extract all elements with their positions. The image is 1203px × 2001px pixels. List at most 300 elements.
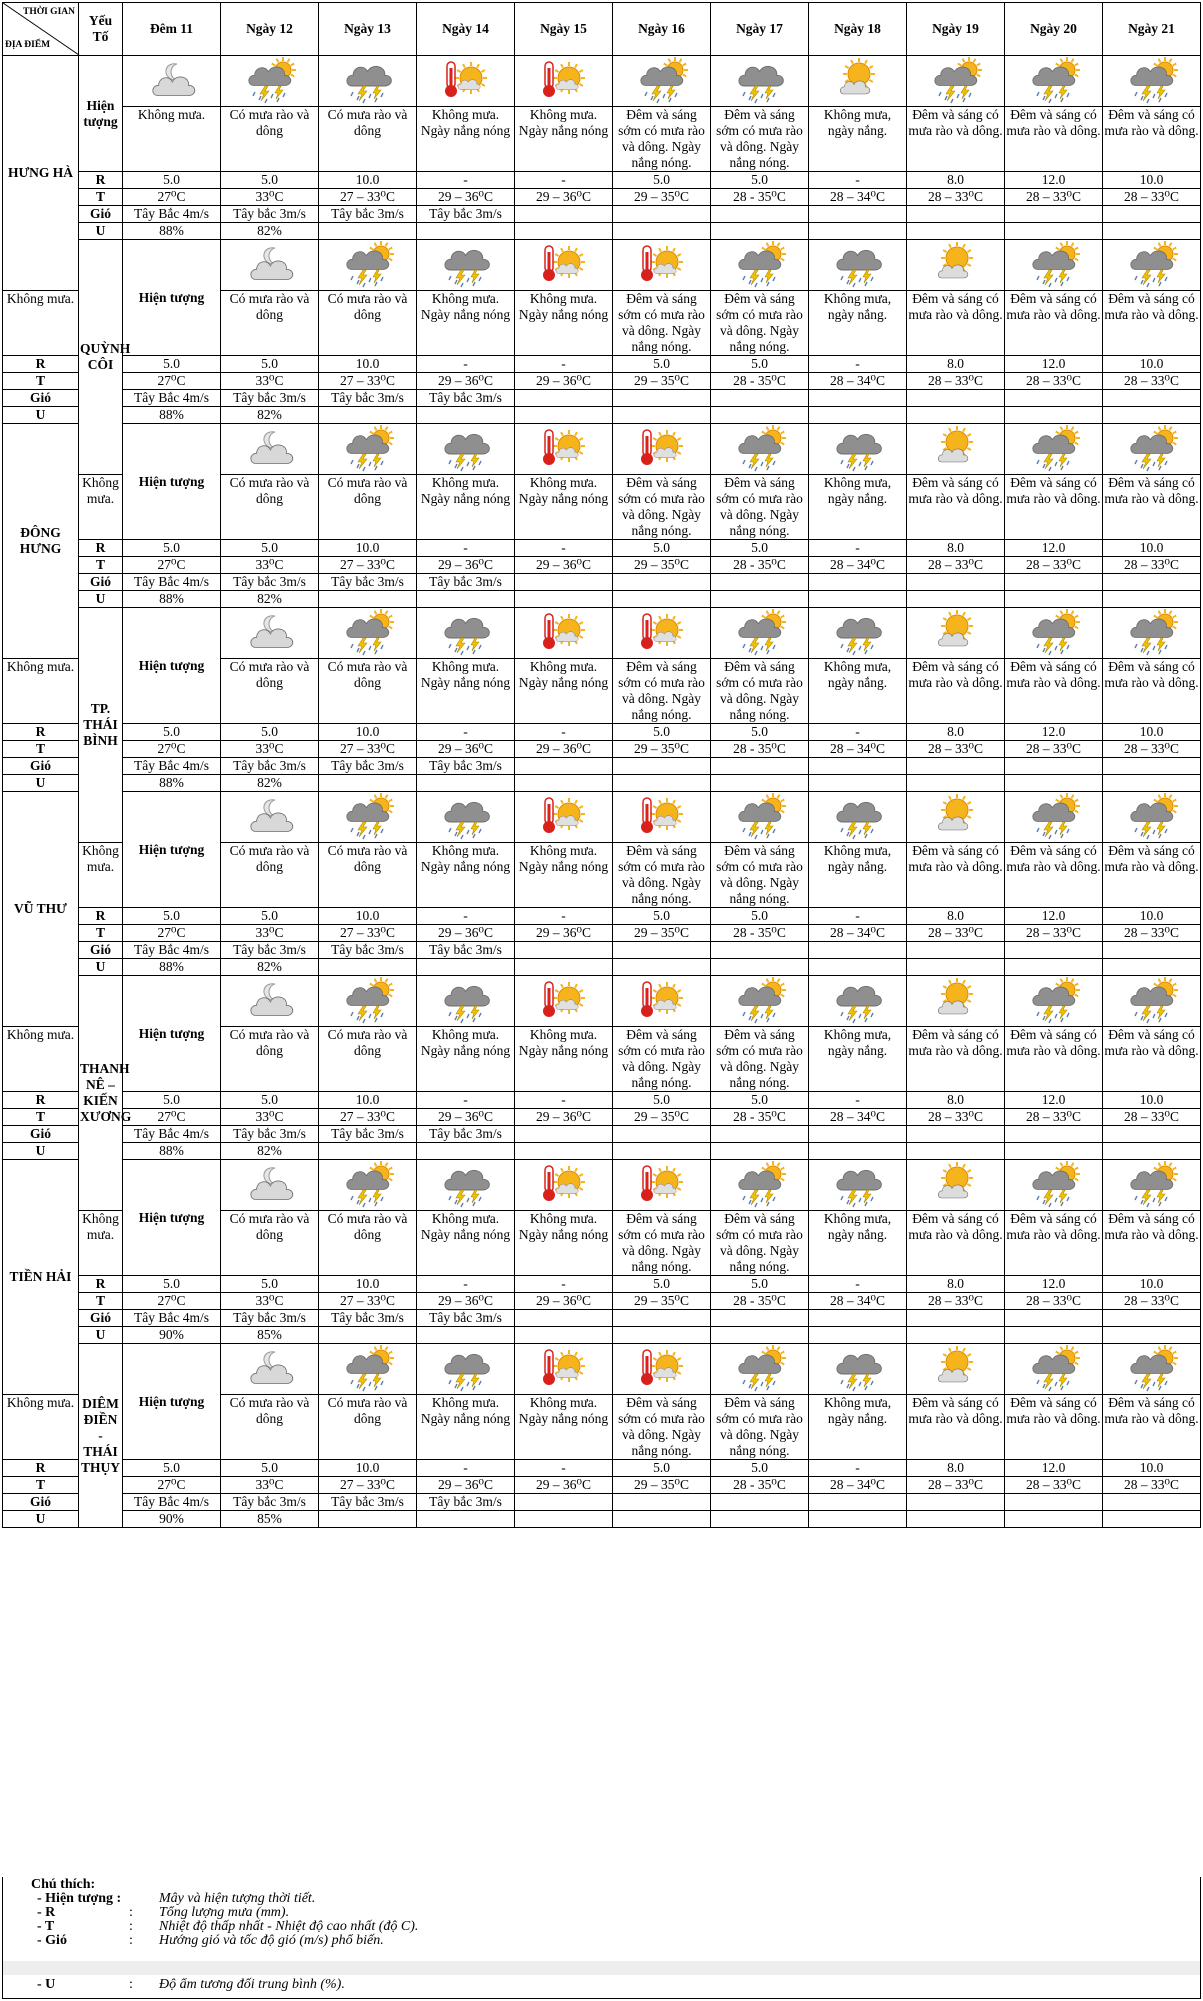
rain-value: 10.0 [319, 1276, 417, 1293]
weather-icon-cell [907, 976, 1005, 1027]
phenomenon-text: Đêm và sáng có mưa rào và dông. [907, 107, 1005, 172]
temp-value: 29 – 35⁰C [613, 373, 711, 390]
rain-row [3, 172, 1201, 189]
rain-thunder-sun-icon [735, 1344, 785, 1390]
icon-row [3, 976, 1201, 1027]
weather-icon-cell [221, 608, 319, 659]
temp-value: 27⁰C [123, 1477, 221, 1494]
humidity-value [417, 1511, 515, 1528]
rain-value: 10.0 [1103, 908, 1201, 925]
hot-sun-icon [539, 976, 589, 1022]
phenomenon-text: Đêm và sáng sớm có mưa rào và dông. Ngày nắng nóng. [613, 475, 711, 540]
element-label-rain: R [79, 540, 123, 557]
rain-thunder-icon [833, 792, 883, 838]
weather-icon-cell [1103, 1160, 1201, 1211]
humidity-value [809, 223, 907, 240]
phenomenon-text: Không mưa. [79, 843, 123, 908]
humidity-value [1005, 1143, 1103, 1160]
rain-value: - [809, 724, 907, 741]
humidity-value [907, 1143, 1005, 1160]
day-header: Ngày 12 [221, 3, 319, 56]
temp-value: 33⁰C [221, 189, 319, 206]
night-cloud-icon [245, 792, 295, 838]
temp-value: 27⁰C [123, 1109, 221, 1126]
phenomenon-text: Có mưa rào và dông [221, 659, 319, 724]
temp-value: 28 – 33⁰C [1005, 373, 1103, 390]
weather-icon-cell [417, 792, 515, 843]
rain-value: 5.0 [711, 1092, 809, 1109]
humidity-value [613, 407, 711, 424]
weather-icon-cell [809, 1160, 907, 1211]
rain-thunder-sun-icon [1029, 424, 1079, 470]
day-header: Ngày 16 [613, 3, 711, 56]
wind-value [907, 1126, 1005, 1143]
temp-value: 29 – 36⁰C [417, 1109, 515, 1126]
element-label-humidity: U [79, 959, 123, 976]
humidity-value [907, 407, 1005, 424]
humidity-value [613, 1511, 711, 1528]
phenomenon-text: Đêm và sáng có mưa rào và dông. [1005, 843, 1103, 908]
humidity-value [1005, 1511, 1103, 1528]
wind-value [515, 390, 613, 407]
humidity-value [319, 1327, 417, 1344]
element-label-temp: T [79, 925, 123, 942]
humidity-value [711, 1327, 809, 1344]
rain-value: - [417, 540, 515, 557]
wind-value: Tây Bắc 4m/s [123, 1126, 221, 1143]
humidity-value [711, 775, 809, 792]
humidity-value: 82% [221, 775, 319, 792]
wind-value [711, 1126, 809, 1143]
weather-icon-cell [907, 240, 1005, 291]
phenomenon-text: Đêm và sáng sớm có mưa rào và dông. Ngày nắng nóng. [613, 291, 711, 356]
weather-icon-cell [809, 976, 907, 1027]
phenomenon-text: Có mưa rào và dông [221, 1211, 319, 1276]
temp-value: 28 – 33⁰C [1103, 1293, 1201, 1310]
wind-value [515, 1494, 613, 1511]
temp-value: 28 – 34⁰C [809, 741, 907, 758]
hot-sun-icon [637, 240, 687, 286]
phenomenon-text: Không mưa. [79, 475, 123, 540]
weather-icon-cell [1005, 56, 1103, 107]
phenomenon-row [3, 107, 1201, 172]
wind-value [907, 574, 1005, 591]
sun-cloud-icon [931, 1160, 981, 1206]
weather-icon-cell [319, 424, 417, 475]
rain-thunder-icon [441, 1344, 491, 1390]
day-header: Ngày 13 [319, 3, 417, 56]
humidity-value [417, 959, 515, 976]
temp-value: 28 – 33⁰C [1103, 189, 1201, 206]
weather-icon-cell [1005, 240, 1103, 291]
wind-value [711, 1310, 809, 1327]
rain-value: - [809, 540, 907, 557]
wind-row [3, 206, 1201, 223]
rain-thunder-sun-icon [1127, 1344, 1177, 1390]
location-name: VŨ THƯ [3, 792, 79, 1027]
temp-value: 27 – 33⁰C [319, 925, 417, 942]
element-label-humidity: U [79, 591, 123, 608]
wind-value: Tây Bắc 4m/s [123, 1494, 221, 1511]
rain-thunder-sun-icon [1029, 792, 1079, 838]
humidity-value: 88% [123, 1143, 221, 1160]
humidity-value [613, 959, 711, 976]
rain-thunder-sun-icon [343, 1344, 393, 1390]
element-label-rain: R [79, 172, 123, 189]
wind-value: Tây bắc 3m/s [221, 1494, 319, 1511]
temp-value: 28 – 33⁰C [907, 1477, 1005, 1494]
wind-value [515, 574, 613, 591]
temp-value: 28 – 33⁰C [1005, 557, 1103, 574]
rain-value: 5.0 [123, 1460, 221, 1477]
humidity-value [1103, 775, 1201, 792]
rain-value: 5.0 [221, 1276, 319, 1293]
day-header: Ngày 15 [515, 3, 613, 56]
weather-icon-cell [711, 1344, 809, 1395]
temp-row [3, 189, 1201, 206]
rain-thunder-sun-icon [1029, 976, 1079, 1022]
phenomenon-text: Đêm và sáng có mưa rào và dông. [1005, 1027, 1103, 1092]
element-label-phen: Hiện tượng [123, 792, 221, 908]
wind-value: Tây bắc 3m/s [221, 1126, 319, 1143]
temp-value: 28 – 33⁰C [907, 1109, 1005, 1126]
wind-value: Tây bắc 3m/s [221, 390, 319, 407]
night-cloud-icon [245, 976, 295, 1022]
location-name: TP. THÁI BÌNH [79, 608, 123, 843]
sun-cloud-icon [931, 424, 981, 470]
rain-value: 5.0 [613, 540, 711, 557]
wind-value [1103, 1310, 1201, 1327]
wind-value: Tây bắc 3m/s [417, 1310, 515, 1327]
temp-value: 33⁰C [221, 741, 319, 758]
hot-sun-icon [539, 56, 589, 102]
wind-value [711, 942, 809, 959]
rain-value: 5.0 [123, 1092, 221, 1109]
rain-value: 5.0 [613, 1092, 711, 1109]
humidity-row [3, 407, 1201, 424]
humidity-value [1005, 1327, 1103, 1344]
temp-value: 28 - 35⁰C [711, 189, 809, 206]
rain-value: 10.0 [319, 1092, 417, 1109]
legend-sep: : [129, 1933, 133, 1948]
temp-row [3, 741, 1201, 758]
hot-sun-icon [539, 1344, 589, 1390]
phenomenon-text: Đêm và sáng có mưa rào và dông. [907, 291, 1005, 356]
rain-thunder-sun-icon [343, 424, 393, 470]
weather-icon-cell [809, 56, 907, 107]
element-label-temp: T [79, 189, 123, 206]
weather-icon-cell [613, 976, 711, 1027]
weather-icon-cell [711, 424, 809, 475]
element-label-wind: Gió [79, 206, 123, 223]
temp-value: 28 - 35⁰C [711, 1293, 809, 1310]
temp-value: 28 – 33⁰C [1005, 1477, 1103, 1494]
temp-value: 28 – 33⁰C [907, 1293, 1005, 1310]
temp-value: 29 – 36⁰C [417, 741, 515, 758]
element-label-phen: Hiện tượng [123, 976, 221, 1092]
rain-thunder-sun-icon [343, 792, 393, 838]
rain-value: 5.0 [613, 724, 711, 741]
element-label-humidity: U [3, 1143, 79, 1160]
rain-value: 5.0 [613, 1276, 711, 1293]
weather-icon-cell [221, 1160, 319, 1211]
element-col-header: Yếu Tố [79, 3, 123, 56]
element-label-wind: Gió [3, 390, 79, 407]
humidity-value [417, 775, 515, 792]
rain-value: - [809, 1276, 907, 1293]
rain-value: 5.0 [221, 356, 319, 373]
temp-value: 29 – 35⁰C [613, 189, 711, 206]
rain-value: 8.0 [907, 172, 1005, 189]
humidity-row [3, 591, 1201, 608]
legend-band [3, 1961, 1200, 1975]
humidity-value [613, 775, 711, 792]
sun-cloud-icon [931, 976, 981, 1022]
wind-value [1103, 574, 1201, 591]
phenomenon-text: Đêm và sáng sớm có mưa rào và dông. Ngày nắng nóng. [613, 1027, 711, 1092]
humidity-value [319, 1511, 417, 1528]
rain-value: 10.0 [319, 356, 417, 373]
phenomenon-text: Không mưa. [3, 1027, 79, 1092]
day-header: Ngày 17 [711, 3, 809, 56]
phenomenon-text: Đêm và sáng có mưa rào và dông. [1005, 291, 1103, 356]
temp-value: 29 – 35⁰C [613, 1293, 711, 1310]
temp-value: 29 – 36⁰C [417, 557, 515, 574]
element-label-temp: T [3, 373, 79, 390]
temp-value: 28 – 33⁰C [1103, 925, 1201, 942]
phenomenon-text: Không mưa. Ngày nắng nóng [515, 843, 613, 908]
wind-value [515, 1126, 613, 1143]
rain-thunder-sun-icon [735, 608, 785, 654]
temp-value: 29 – 36⁰C [515, 1109, 613, 1126]
humidity-value [907, 1327, 1005, 1344]
wind-value [809, 574, 907, 591]
icon-row [3, 424, 1201, 475]
wind-value [515, 206, 613, 223]
rain-value: - [417, 724, 515, 741]
icon-row [3, 1160, 1201, 1211]
weather-icon-cell [417, 608, 515, 659]
wind-value [1005, 206, 1103, 223]
weather-icon-cell [809, 608, 907, 659]
hot-sun-icon [637, 976, 687, 1022]
rain-value: 5.0 [123, 724, 221, 741]
humidity-value [711, 1143, 809, 1160]
temp-value: 27 – 33⁰C [319, 741, 417, 758]
element-label-phen: Hiện tượng [123, 1160, 221, 1276]
wind-value [515, 942, 613, 959]
temp-value: 33⁰C [221, 1293, 319, 1310]
temp-value: 33⁰C [221, 1477, 319, 1494]
phenomenon-text: Đêm và sáng có mưa rào và dông. [1005, 1211, 1103, 1276]
rain-thunder-icon [833, 1344, 883, 1390]
phenomenon-text: Có mưa rào và dông [319, 1211, 417, 1276]
humidity-value [515, 775, 613, 792]
weather-icon-cell [1103, 56, 1201, 107]
weather-icon-cell [613, 792, 711, 843]
phenomenon-text: Không mưa. Ngày nắng nóng [515, 107, 613, 172]
wind-value: Tây bắc 3m/s [221, 942, 319, 959]
element-label-wind: Gió [79, 1310, 123, 1327]
phenomenon-text: Đêm và sáng sớm có mưa rào và dông. Ngày nắng nóng. [711, 1027, 809, 1092]
humidity-value [711, 407, 809, 424]
weather-icon-cell [1103, 976, 1201, 1027]
rain-value: - [515, 356, 613, 373]
temp-value: 27⁰C [123, 557, 221, 574]
wind-value: Tây bắc 3m/s [319, 942, 417, 959]
temp-value: 33⁰C [221, 557, 319, 574]
weather-icon-cell [711, 240, 809, 291]
wind-value [613, 942, 711, 959]
wind-value [1005, 1494, 1103, 1511]
temp-value: 28 – 34⁰C [809, 189, 907, 206]
wind-value [907, 942, 1005, 959]
weather-icon-cell [221, 792, 319, 843]
temp-value: 28 - 35⁰C [711, 557, 809, 574]
phenomenon-text: Đêm và sáng có mưa rào và dông. [907, 1395, 1005, 1460]
sun-cloud-icon [931, 240, 981, 286]
phenomenon-text: Đêm và sáng sớm có mưa rào và dông. Ngày nắng nóng. [613, 107, 711, 172]
rain-thunder-sun-icon [735, 976, 785, 1022]
weather-icon-cell [221, 240, 319, 291]
wind-value [1005, 574, 1103, 591]
legend-text: Tổng lượng mưa (mm). [159, 1905, 290, 1920]
temp-value: 28 – 33⁰C [907, 373, 1005, 390]
wind-value: Tây bắc 3m/s [319, 574, 417, 591]
temp-value: 29 – 36⁰C [515, 1477, 613, 1494]
hot-sun-icon [637, 608, 687, 654]
corner-cell [3, 3, 79, 56]
humidity-value: 90% [123, 1327, 221, 1344]
temp-value: 29 – 36⁰C [417, 925, 515, 942]
element-label-temp: T [79, 557, 123, 574]
temp-value: 28 – 34⁰C [809, 1109, 907, 1126]
legend-item [37, 1933, 384, 1949]
rain-value: 5.0 [711, 724, 809, 741]
temp-value: 28 – 33⁰C [1005, 1293, 1103, 1310]
temp-row [3, 557, 1201, 574]
rain-thunder-icon [441, 1160, 491, 1206]
humidity-value [319, 223, 417, 240]
phenomenon-text: Đêm và sáng có mưa rào và dông. [1103, 475, 1201, 540]
phenomenon-text: Không mưa, ngày nắng. [809, 291, 907, 356]
rain-value: 5.0 [221, 908, 319, 925]
humidity-value [809, 1511, 907, 1528]
weather-icon-cell [809, 792, 907, 843]
humidity-value: 88% [123, 959, 221, 976]
rain-value: 10.0 [319, 908, 417, 925]
rain-value: 5.0 [221, 540, 319, 557]
element-label-wind: Gió [79, 574, 123, 591]
rain-value: - [417, 356, 515, 373]
element-label-wind: Gió [79, 942, 123, 959]
phenomenon-text: Đêm và sáng có mưa rào và dông. [907, 1027, 1005, 1092]
humidity-value: 85% [221, 1327, 319, 1344]
weather-icon-cell [417, 240, 515, 291]
sun-cloud-icon [931, 608, 981, 654]
weather-icon-cell [515, 1344, 613, 1395]
phenomenon-text: Có mưa rào và dông [221, 107, 319, 172]
weather-icon-cell [1103, 608, 1201, 659]
temp-value: 27 – 33⁰C [319, 373, 417, 390]
humidity-value [711, 1511, 809, 1528]
temp-value: 28 – 33⁰C [1005, 1109, 1103, 1126]
humidity-value [1103, 591, 1201, 608]
rain-value: 12.0 [1005, 1276, 1103, 1293]
temp-row [3, 1109, 1201, 1126]
rain-value: 8.0 [907, 1092, 1005, 1109]
element-label-phen: Hiện tượng [123, 608, 221, 724]
humidity-value [417, 591, 515, 608]
rain-value: 5.0 [221, 172, 319, 189]
rain-thunder-icon [441, 424, 491, 470]
rain-value: 10.0 [319, 724, 417, 741]
weather-icon-cell [515, 1160, 613, 1211]
temp-value: 33⁰C [221, 925, 319, 942]
weather-icon-cell [907, 56, 1005, 107]
rain-value: 8.0 [907, 1276, 1005, 1293]
day-header: Ngày 19 [907, 3, 1005, 56]
wind-value [809, 390, 907, 407]
humidity-value [515, 591, 613, 608]
phenomenon-text: Đêm và sáng có mưa rào và dông. [1005, 107, 1103, 172]
rain-row [3, 1276, 1201, 1293]
humidity-value [711, 223, 809, 240]
wind-row [3, 1126, 1201, 1143]
weather-icon-cell [515, 424, 613, 475]
wind-value: Tây bắc 3m/s [319, 1126, 417, 1143]
wind-value [711, 1494, 809, 1511]
humidity-row [3, 775, 1201, 792]
element-label-temp: T [3, 1109, 79, 1126]
wind-value [613, 1310, 711, 1327]
phenomenon-text: Không mưa. Ngày nắng nóng [515, 1027, 613, 1092]
rain-value: 12.0 [1005, 1092, 1103, 1109]
element-label-humidity: U [79, 1327, 123, 1344]
wind-value [907, 758, 1005, 775]
temp-value: 28 – 33⁰C [1103, 741, 1201, 758]
weather-icon-cell [319, 792, 417, 843]
wind-value [1103, 1494, 1201, 1511]
wind-value [515, 1310, 613, 1327]
wind-value: Tây bắc 3m/s [417, 1126, 515, 1143]
phenomenon-text: Có mưa rào và dông [319, 843, 417, 908]
hot-sun-icon [539, 240, 589, 286]
phenomenon-text: Không mưa. Ngày nắng nóng [417, 659, 515, 724]
humidity-value [515, 407, 613, 424]
temp-value: 28 – 33⁰C [907, 557, 1005, 574]
day-header: Ngày 18 [809, 3, 907, 56]
wind-row [3, 574, 1201, 591]
location-name: DIÊM ĐIỀN - THÁI THỤY [79, 1344, 123, 1528]
rain-value: 8.0 [907, 1460, 1005, 1477]
rain-thunder-icon [441, 976, 491, 1022]
temp-value: 33⁰C [221, 1109, 319, 1126]
weather-icon-cell [1103, 424, 1201, 475]
rain-thunder-icon [343, 56, 393, 102]
wind-value: Tây Bắc 4m/s [123, 206, 221, 223]
humidity-value [515, 223, 613, 240]
humidity-value [1005, 775, 1103, 792]
humidity-value [809, 591, 907, 608]
rain-thunder-icon [833, 240, 883, 286]
rain-value: 8.0 [907, 724, 1005, 741]
wind-value [1005, 942, 1103, 959]
phenomenon-text: Không mưa. [3, 1395, 79, 1460]
icon-row [3, 792, 1201, 843]
sun-cloud-icon [931, 1344, 981, 1390]
location-name: QUỲNH CÔI [79, 240, 123, 475]
